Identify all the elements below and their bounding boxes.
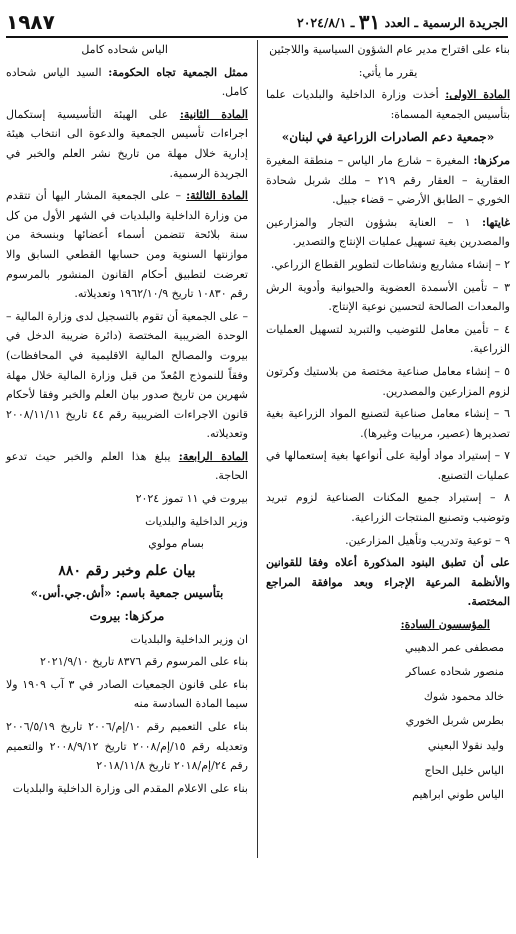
based-on: بناء على المرسوم رقم ٨٣٧٦ تاريخ ٢٠٢١/٩/١٠ xyxy=(39,655,248,669)
article-1 xyxy=(266,85,510,124)
founder-name: بطرس شربل الخوري xyxy=(405,714,504,728)
founder-last: الياس شحاده كامل xyxy=(81,43,168,56)
article-2 xyxy=(6,105,248,183)
article-3-text: – على الجمعية المشار اليها أن تتقدم من وزارة الداخلية والبلديات في الشهر الأول من كل سنة بلائحة تتضمن أسماء أعضائها وبنسخة من موازنتها السنوية ومن حسابها القطعي السابق والا تعرضت لتطبيق أحكام القانون المنشور بالمرسوم رقم ١٠٨٣٠ تاريخ ١٩٦٢/١٠/٩ وتعديلاته. xyxy=(6,189,248,301)
issue-date: ـ ٢٠٢٤/٨/١ xyxy=(297,15,355,30)
sign-place: بيروت في ١١ تموز ٢٠٢٤ xyxy=(135,492,248,506)
notice-subtitle: بتأسيس جمعية باسم: «أش.جي.أس.» xyxy=(30,586,224,601)
condition-text: على أن تطبق البنود المذكورة أعلاه وفقا للقوانين والأنظمة المرعية الإجراء وبعد موافقة المراجع المختصة. xyxy=(266,556,510,609)
headquarters xyxy=(266,151,510,210)
goal-item: ٥ – إنشاء معامل صناعية مختصة من بلاستيك وكرتون لزوم المزارعين والمصدرين. xyxy=(266,364,510,398)
founder-name: وليد نقولا البعيني xyxy=(427,739,504,752)
goal-item: ٧ – إستيراد مواد أولية على أنواعها بغية إستعمالها في عمليات التصنيع. xyxy=(266,449,510,482)
issue-number: ٣١ xyxy=(358,10,381,34)
goal-item: ٨ – إستيراد جميع المكنات الصناعية لزوم تبريد وتوضيب وتصنيع المنتجات الزراعية. xyxy=(266,491,510,525)
page-number: ١٩٨٧ xyxy=(6,10,55,34)
representative xyxy=(6,63,248,102)
decides-text: يقرر ما يأتي: xyxy=(358,65,418,79)
article-3 xyxy=(6,186,248,304)
founder-name: منصور شحاده عساكر xyxy=(405,665,504,679)
goals-label: غايتها: xyxy=(482,215,510,229)
minister-line: ان وزير الداخلية والبلديات xyxy=(130,632,248,646)
right-column xyxy=(266,40,510,810)
founder-name: مصطفى عمر الدهيبي xyxy=(405,640,504,654)
hq-text: المغيرة – شارع مار الياس – منطقة المغيرة العقارية – العقار رقم ٢١٩ – ملك شربل شحادة الخوري – الطابق الأرضي – قضاء جبيل. xyxy=(266,153,510,207)
association-name: «جمعية دعم الصادرات الزراعية في لبنان» xyxy=(281,130,495,145)
article-4-text: يبلغ هذا العلم والخبر حيث تدعو الحاجة. xyxy=(6,449,248,483)
goal-item: ٢ – إنشاء مشاريع ونشاطات لتطوير القطاع الزراعي. xyxy=(270,257,510,271)
header-rule xyxy=(6,36,508,38)
sign-role: وزير الداخلية والبلديات xyxy=(145,514,248,528)
hq-label: مركزها: xyxy=(473,153,510,167)
sign-name: بسام مولوي xyxy=(148,537,204,551)
rep-label: ممثل الجمعية تجاه الحكومة: xyxy=(108,65,248,79)
rep-text: السيد الياس شحاده كامل. xyxy=(6,65,248,99)
article-1-label: المادة الاولى: xyxy=(445,88,511,102)
founder-name: خالد محمود شوك xyxy=(423,689,504,703)
left-column xyxy=(6,40,248,801)
article-2-label: المادة الثانية: xyxy=(179,107,248,121)
article-4 xyxy=(6,447,248,486)
article-3-label: المادة الثالثة: xyxy=(186,189,248,203)
intro-text: بناء على اقتراح مدير عام الشؤون السياسية واللاجئين xyxy=(269,43,510,56)
founders-label: المؤسسون السادة: xyxy=(400,618,490,632)
goal-item: ٤ – تأمين معامل للتوضيب والتبريد لتسهيل العمليات الزراعية. xyxy=(266,322,510,356)
based-on: بناء على الاعلام المقدم الى وزارة الداخلية والبلديات xyxy=(12,781,248,795)
page-header xyxy=(6,4,508,34)
goal-item: ٦ – إنشاء معامل صناعية لتصنيع المواد الزراعية بغية تصديرها (عصير، مربيات وغيرها). xyxy=(266,407,510,440)
goal-item: ٩ – توعية وتدريب وتأهيل المزارعين. xyxy=(345,533,510,547)
notice-headquarters: مركزها: بيروت xyxy=(89,609,165,624)
gazette-title xyxy=(297,10,508,34)
goal-1 xyxy=(266,213,510,252)
goal-text: ١ – العناية بشؤون التجار والمزارعين والمصدرين بغية تسهيل عمليات الإنتاج والتصدير. xyxy=(266,215,510,249)
article-3-extra: – على الجمعية أن تقوم بالتسجيل لدى وزارة المالية – الوحدة الضريبية المختصة (دائرة ضريبة الدخل في بيروت والمصالح المالية الاقليمية في المحافظات) وفقاً للنموذج المُعدّ من قبل وزارة المالية خلال مهلة شهرين من تاريخ صدور بيان العلم والخبر وفقا لأحكام قانون الاجراءات الضريبية رقم ٤٤ تاريخ ٢٠٠٨/١١/١١ وتعديلاته. xyxy=(6,309,248,441)
column-divider xyxy=(257,40,258,858)
article-2-text: على الهيئة التأسيسية إستكمال اجراءات تأسيس الجمعية والدعوة الى انتخاب هيئة إدارية خلال مهلة من تاريخ نشر العلم والخبر في الجريدة الرسمية. xyxy=(6,107,248,180)
founders-list xyxy=(266,638,510,805)
article-4-label: المادة الرابعة: xyxy=(178,449,248,463)
article-1-text: أخذت وزارة الداخلية والبلديات علما بتأسيس الجمعية المسماة: xyxy=(266,88,510,121)
based-on: بناء على قانون الجمعيات الصادر في ٣ آب ١٩٠٩ ولا سيما المادة السادسة منه xyxy=(6,677,249,711)
goal-item: ٣ – تأمين الأسمدة العضوية والحيوانية وأدوية الرش والمعدات الصالحة لتحسين نوعية الإنتاج. xyxy=(266,280,510,314)
based-on: بناء على التعميم رقم ١٠/إم/٢٠٠٦ تاريخ ٢٠٠٦/٥/١٩ وتعديله رقم ١٥/إم/٢٠٠٨ تاريخ ٢٠٠٨/٩/١٢ والتعميم رقم ٢٤/إم/٢٠١٨ تاريخ ٢٠١٨/١١/٨ xyxy=(6,720,248,773)
founder-name: الياس خليل الحاج xyxy=(424,763,504,777)
notice-title: بيان علم وخبر رقم ٨٨٠ xyxy=(58,562,196,579)
title-prefix: الجريدة الرسمية ـ العدد xyxy=(384,15,508,30)
founder-name: الياس طوني ابراهيم xyxy=(412,788,504,802)
